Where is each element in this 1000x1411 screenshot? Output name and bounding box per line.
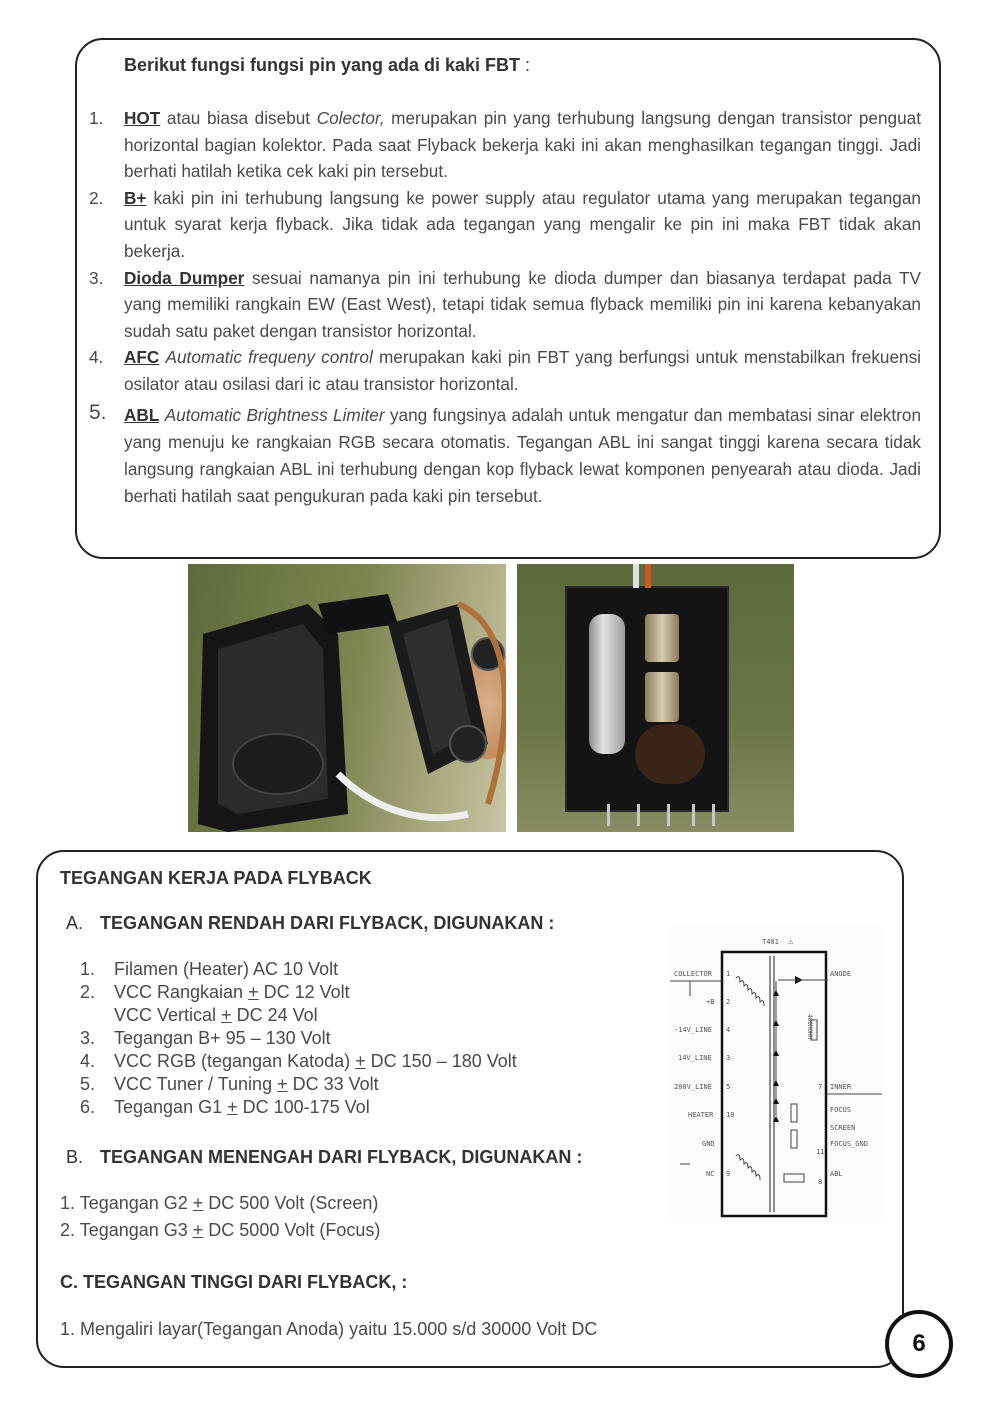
list-item: 1. HOT atau biasa disebut Colector, merupakan pin yang terhubung langsung dengan transistor penguat horizontal bagian kolektor. Pada saat Flyback bekerja kaki ini akan menghasilkan tegangan tinggi. Jadi berhati hatilah ketika cek kaki pin tersebut. xyxy=(89,108,921,182)
warning-icon: ⚠ xyxy=(788,937,794,947)
pin-number: 1 xyxy=(726,970,731,978)
pin xyxy=(607,804,610,826)
flyback-opened-photo xyxy=(188,564,506,832)
pin-label: HEATER xyxy=(688,1111,714,1119)
pin-function-list xyxy=(85,105,921,510)
resistor-label: 400MOHM xyxy=(806,1014,813,1040)
list-item: 4. VCC RGB (tegangan Katoda) + DC 150 – 180 Volt xyxy=(80,1051,517,1071)
pin-number: 10 xyxy=(726,1111,735,1119)
pin-label: FOCUS_GND xyxy=(830,1140,868,1148)
page-number: 6 xyxy=(885,1310,953,1378)
pin-label: NC xyxy=(706,1170,715,1178)
pin-label: 200V_LINE xyxy=(674,1083,712,1091)
flyback-voltage-title: TEGANGAN KERJA PADA FLYBACK xyxy=(60,868,372,888)
pin-label: ABL xyxy=(830,1170,843,1178)
pin-number: 3 xyxy=(726,1054,731,1062)
pin-label: GND xyxy=(702,1140,715,1148)
pin-number: 11 xyxy=(816,1148,825,1156)
wire xyxy=(633,564,639,588)
list-item: 6. Tegangan G1 + DC 100-175 Vol xyxy=(80,1097,370,1117)
pin-number: 9 xyxy=(726,1170,731,1178)
pin-functions-title: Berikut fungsi fungsi pin yang ada di kaki FBT : xyxy=(124,55,531,75)
pin-label: +B xyxy=(706,998,715,1006)
pin-number: 7 xyxy=(818,1083,823,1091)
pin xyxy=(667,804,670,826)
section-c-heading: C. TEGANGAN TINGGI DARI FLYBACK, : xyxy=(60,1272,408,1292)
pin-number: 8 xyxy=(818,1178,823,1186)
pin xyxy=(637,804,640,826)
list-item: 1. Mengaliri layar(Tegangan Anoda) yaitu 15.000 s/d 30000 Volt DC xyxy=(60,1319,598,1339)
pin-label: 14V_LINE xyxy=(678,1054,712,1062)
potting xyxy=(635,724,705,784)
list-item: 2. VCC Rangkaian + DC 12 Volt xyxy=(80,982,350,1002)
wire xyxy=(645,564,651,588)
pin-number: 4 xyxy=(726,1026,731,1034)
coil-bottom xyxy=(645,672,679,722)
pin-label: COLLECTOR xyxy=(674,970,712,978)
flyback-inside-photo xyxy=(517,564,794,832)
list-item: 3. Dioda Dumper sesuai namanya pin ini terhubung ke dioda dumper dan biasanya terdapat pada TV yang memiliki rangkain EW (East West), tetapi tidak semua flyback memiliki pin ini karena kebanyakan sudah satu paket dengan transistor horizontal. xyxy=(89,267,921,341)
section-a-heading: A. TEGANGAN RENDAH DARI FLYBACK, DIGUNAKAN : xyxy=(66,913,555,933)
list-item: 3. Tegangan B+ 95 – 130 Volt xyxy=(80,1028,331,1048)
list-item: 4. AFC Automatic frequeny control merupakan kaki pin FBT yang berfungsi untuk menstabilkan frekuensi osilator atau osilasi dari ic atau transistor horizontal. xyxy=(89,347,922,394)
list-item: 5. ABL Automatic Brightness Limiter yang fungsinya adalah untuk mengatur dan membatasi sinar elektron yang menuju ke rangkaian RGB secara otomatis. Tegangan ABL ini sangat tinggi karena secara tidak langsung rangkaian ABL ini terhubung dengan kop flyback lewat komponen penyearah atau dioda. Jadi berhati hatilah saat pengukuran pada kaki pin tersebut. xyxy=(89,400,921,506)
pin-label: -14V_LINE xyxy=(674,1026,712,1034)
flyback-housing-illustration xyxy=(188,564,506,832)
high-voltage-list xyxy=(60,1316,597,1343)
pin-label: ANODE xyxy=(830,970,852,978)
list-item: 1. Filamen (Heater) AC 10 Volt xyxy=(80,959,339,979)
coil-top xyxy=(645,614,679,662)
list-item: 5. VCC Tuner / Tuning + DC 33 Volt xyxy=(80,1074,379,1094)
list-item: 2. Tegangan G3 + DC 5000 Volt (Focus) xyxy=(60,1220,381,1240)
pin-label: FOCUS xyxy=(830,1106,852,1114)
pin xyxy=(692,804,695,826)
schematic-ref: T401 xyxy=(762,938,779,946)
section-b-heading: B. TEGANGAN MENENGAH DARI FLYBACK, DIGUNAKAN : xyxy=(66,1147,583,1167)
flyback-schematic xyxy=(670,926,882,1222)
pin-number: 2 xyxy=(726,998,731,1006)
list-item: VCC Vertical + DC 24 Vol xyxy=(114,1005,318,1025)
list-item: 1. Tegangan G2 + DC 500 Volt (Screen) xyxy=(60,1193,379,1213)
pin-number: 5 xyxy=(726,1083,731,1091)
pin-label: SCREEN xyxy=(830,1124,856,1132)
capacitor xyxy=(589,614,625,754)
pin xyxy=(712,804,715,826)
pin-label: INNER xyxy=(830,1083,852,1091)
medium-voltage-list xyxy=(60,1190,380,1244)
low-voltage-list xyxy=(80,958,517,1119)
list-item: 2. B+ kaki pin ini terhubung langsung ke power supply atau regulator utama yang merupakan tegangan untuk syarat kerja flyback. Jika tidak ada tegangan yang mengalir ke pin ini maka FBT tidak akan bekerja. xyxy=(89,187,921,261)
